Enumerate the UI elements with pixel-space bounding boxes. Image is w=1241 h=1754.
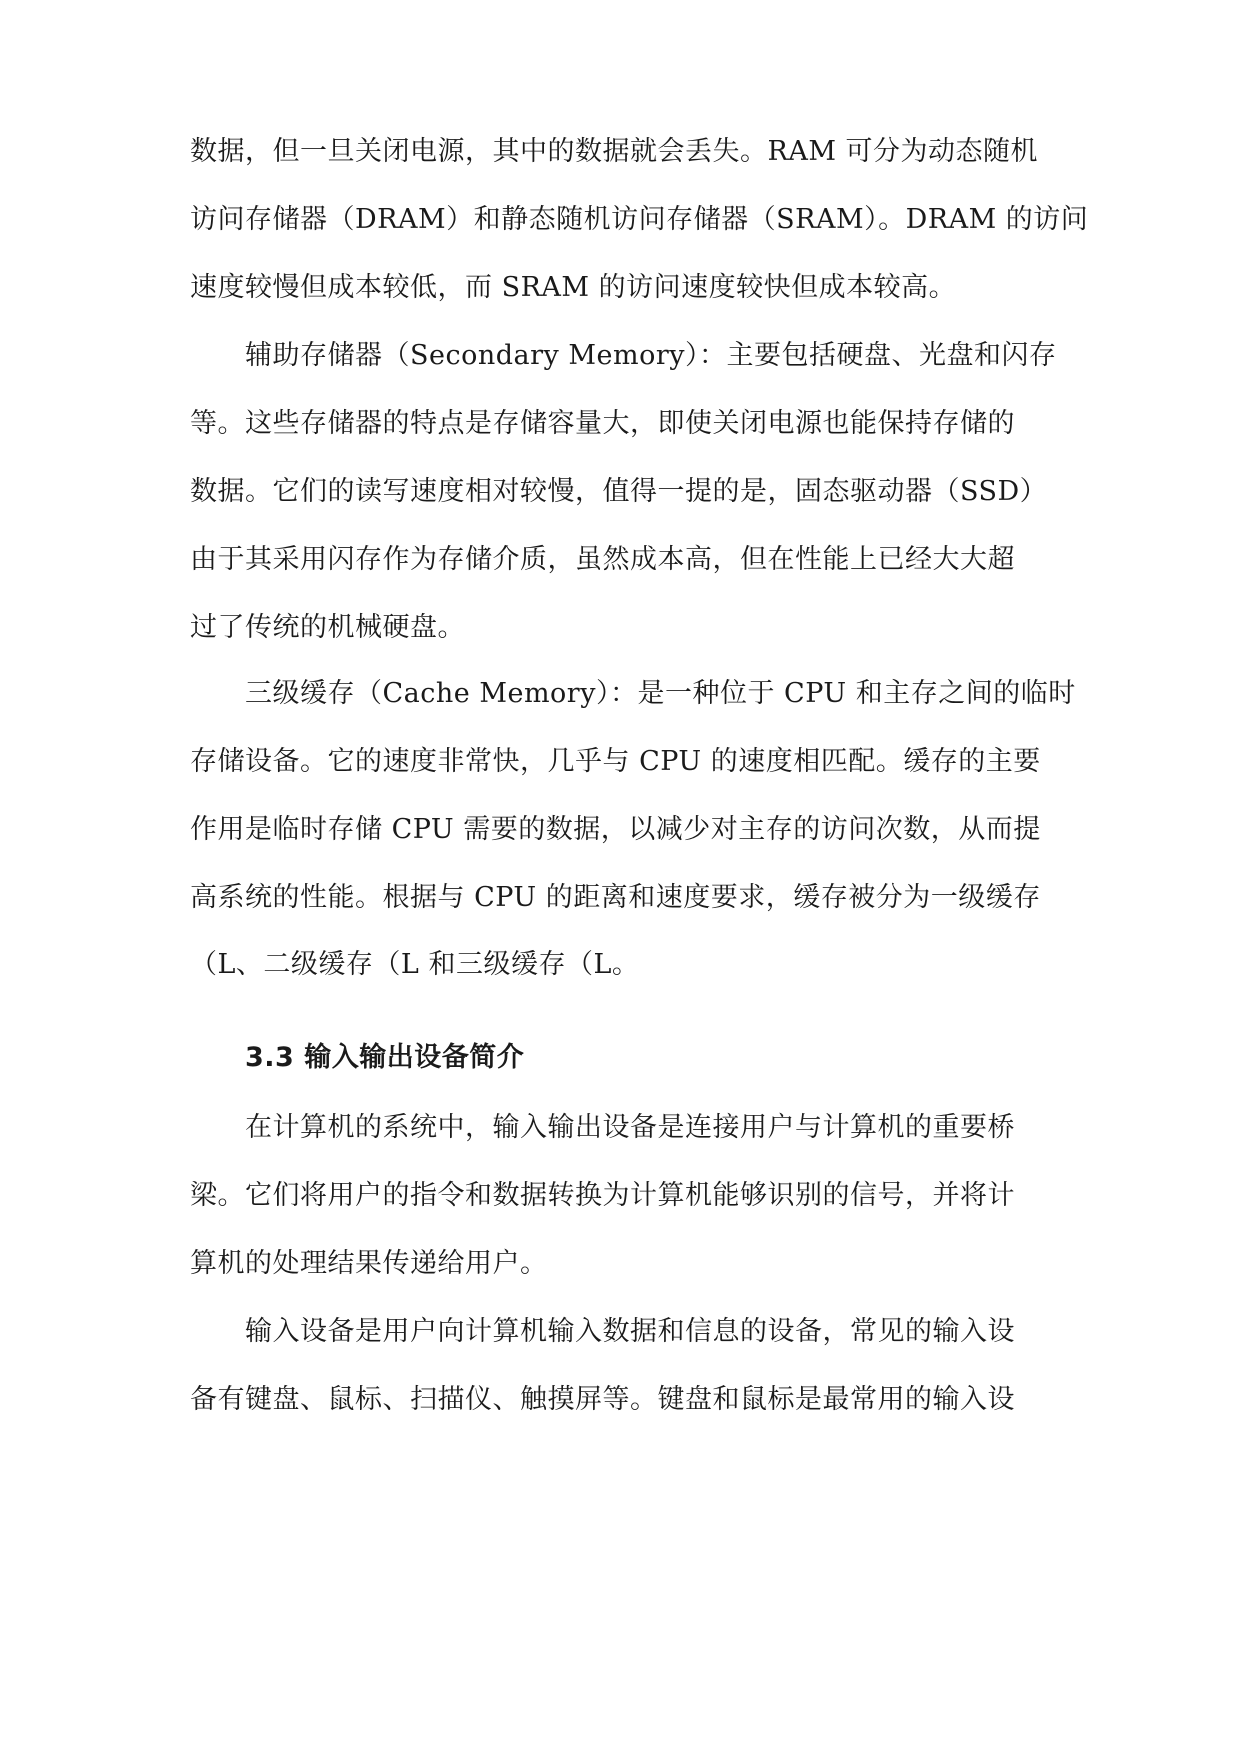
paragraph-2-line-3: 数据。它们的读写速度相对较慢，值得一提的是，固态驱动器（SSD） <box>190 476 1048 507</box>
paragraph-3-line-2: 存储设备。它的速度非常快，几乎与 CPU 的速度相匹配。缓存的主要 <box>190 746 1041 777</box>
section-paragraph-1-line-1: 在计算机的系统中，输入输出设备是连接用户与计算机的重要桥 <box>245 1112 1015 1143</box>
paragraph-3-line-1: 三级缓存（Cache Memory）：是一种位于 CPU 和主存之间的临时 <box>245 678 1076 709</box>
section-paragraph-2-line-1: 输入设备是用户向计算机输入数据和信息的设备，常见的输入设 <box>245 1316 1015 1347</box>
paragraph-2-line-5: 过了传统的机械硬盘。 <box>190 612 465 643</box>
section-paragraph-1-line-2: 梁。它们将用户的指令和数据转换为计算机能够识别的信号，并将计 <box>190 1180 1015 1211</box>
paragraph-3-line-4: 高系统的性能。根据与 CPU 的距离和速度要求，缓存被分为一级缓存 <box>190 882 1041 913</box>
paragraph-1-line-3: 速度较慢但成本较低，而 SRAM 的访问速度较快但成本较高。 <box>190 272 957 303</box>
paragraph-2-line-4: 由于其采用闪存作为存储介质，虽然成本高，但在性能上已经大大超 <box>190 544 1015 575</box>
paragraph-3-line-5: （L、二级缓存（L 和三级缓存（L。 <box>190 949 640 980</box>
paragraph-3-line-3: 作用是临时存储 CPU 需要的数据，以减少对主存的访问次数，从而提 <box>190 814 1041 845</box>
section-paragraph-1-line-3: 算机的处理结果传递给用户。 <box>190 1248 548 1279</box>
paragraph-1-line-2: 访问存储器（DRAM）和静态随机访问存储器（SRAM）。DRAM 的访问 <box>190 204 1089 235</box>
section-paragraph-2-line-2: 备有键盘、鼠标、扫描仪、触摸屏等。键盘和鼠标是最常用的输入设 <box>190 1384 1015 1415</box>
paragraph-2-line-1: 辅助存储器（Secondary Memory）：主要包括硬盘、光盘和闪存 <box>245 340 1057 371</box>
paragraph-2-line-2: 等。这些存储器的特点是存储容量大，即使关闭电源也能保持存储的 <box>190 408 1015 439</box>
section-heading: 3.3 输入输出设备简介 <box>245 1042 525 1073</box>
paragraph-1-line-1: 数据，但一旦关闭电源，其中的数据就会丢失。RAM 可分为动态随机 <box>190 136 1039 167</box>
